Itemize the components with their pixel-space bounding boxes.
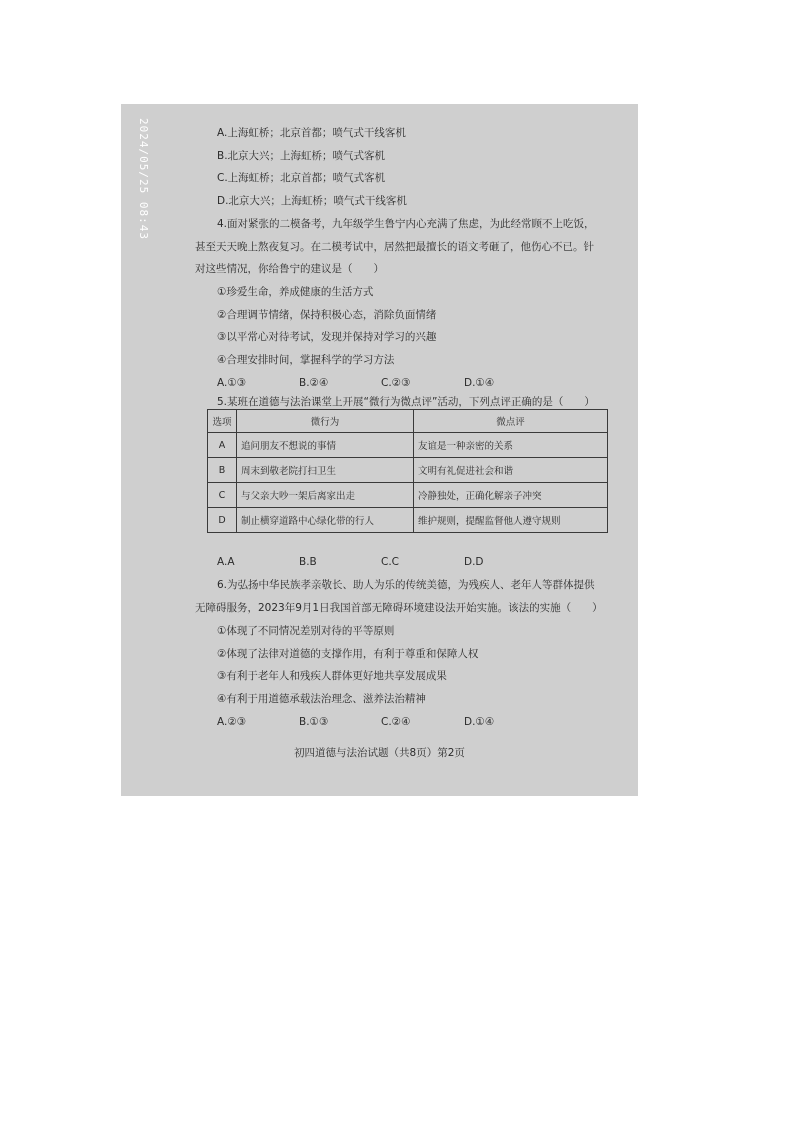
q6-item-2: ②体现了法律对道德的支撑作用，有利于尊重和保障人权 (217, 648, 479, 660)
q6-stem-line-1: 6.为弘扬中华民族孝亲敬长、助人为乐的传统美德，为残疾人、老年人等群体提供 (217, 579, 595, 591)
page-footer: 初四道德与法治试题（共8页）第2页 (294, 747, 465, 759)
table-cell: D (208, 508, 237, 533)
q4-choice-d: D.①④ (464, 377, 495, 389)
q4-stem-line-1: 4.面对紧张的二模备考，九年级学生鲁宁内心充满了焦虑，为此经常顾不上吃饭， (217, 218, 595, 230)
q3-option-a: A.上海虹桥；北京首都；喷气式干线客机 (217, 127, 406, 139)
q4-item-4: ④合理安排时间，掌握科学的学习方法 (217, 354, 395, 366)
q4-choice-a: A.①③ (217, 377, 247, 389)
q3-option-c: C.上海虹桥；北京首都；喷气式客机 (217, 172, 386, 184)
table-cell: B (208, 458, 237, 483)
table-cell: 制止横穿道路中心绿化带的行人 (237, 508, 414, 533)
table-cell: 周末到敬老院打扫卫生 (237, 458, 414, 483)
table-header: 微点评 (414, 410, 608, 433)
q6-choice-d: D.①④ (464, 716, 495, 728)
q4-item-1: ①珍爱生命，养成健康的生活方式 (217, 286, 374, 298)
q5-table (207, 409, 608, 533)
table-header: 微行为 (237, 410, 414, 433)
table-cell: 冷静独处，正确化解亲子冲突 (414, 483, 608, 508)
q4-stem-line-2: 甚至天天晚上熬夜复习。在二模考试中，居然把最擅长的语文考砸了，他伤心不已。针 (195, 241, 594, 253)
table-row (208, 433, 608, 458)
table-cell: C (208, 483, 237, 508)
q6-choice-b: B.①③ (299, 716, 329, 728)
table-row (208, 483, 608, 508)
q4-choice-c: C.②③ (381, 377, 411, 389)
q3-option-d: D.北京大兴；上海虹桥；喷气式干线客机 (217, 195, 407, 207)
q6-stem-line-2: 无障碍服务，2023年9月1日我国首部无障碍环境建设法开始实施。该法的实施（ ） (195, 602, 603, 614)
q5-choices (217, 555, 617, 569)
q5-choice-d: D.D (464, 556, 484, 568)
q6-choice-a: A.②③ (217, 716, 247, 728)
q4-choice-b: B.②④ (299, 377, 329, 389)
scanned-exam-page (121, 104, 638, 796)
table-cell: 与父亲大吵一架后离家出走 (237, 483, 414, 508)
q3-option-b: B.北京大兴；上海虹桥；喷气式客机 (217, 150, 386, 162)
timestamp-watermark: 2024/05/25 08:43 (137, 118, 150, 240)
q6-item-4: ④有利于用道德承载法治理念、滋养法治精神 (217, 693, 426, 705)
q4-item-3: ③以平常心对待考试，发现并保持对学习的兴趣 (217, 331, 437, 343)
q5-choice-a: A.A (217, 556, 235, 568)
q6-choice-c: C.②④ (381, 716, 411, 728)
q6-item-3: ③有利于老年人和残疾人群体更好地共享发展成果 (217, 670, 447, 682)
q5-choice-b: B.B (299, 556, 317, 568)
q4-choices (217, 376, 617, 390)
q6-choices (217, 715, 617, 729)
table-row (208, 508, 608, 533)
table-cell: 追问朋友不想说的事情 (237, 433, 414, 458)
table-header-row (208, 410, 608, 433)
table-header: 选项 (208, 410, 237, 433)
table-cell: 友谊是一种亲密的关系 (414, 433, 608, 458)
table-cell: A (208, 433, 237, 458)
q4-stem-line-3: 对这些情况，你给鲁宁的建议是（ ） (195, 263, 384, 275)
q6-item-1: ①体现了不同情况差别对待的平等原则 (217, 625, 395, 637)
q5-stem: 5.某班在道德与法治课堂上开展“微行为微点评”活动，下列点评正确的是（ ） (217, 396, 595, 408)
table-cell: 文明有礼促进社会和谐 (414, 458, 608, 483)
q4-item-2: ②合理调节情绪，保持积极心态，消除负面情绪 (217, 309, 437, 321)
table-row (208, 458, 608, 483)
q5-choice-c: C.C (381, 556, 400, 568)
table-cell: 维护规则，提醒监督他人遵守规则 (414, 508, 608, 533)
